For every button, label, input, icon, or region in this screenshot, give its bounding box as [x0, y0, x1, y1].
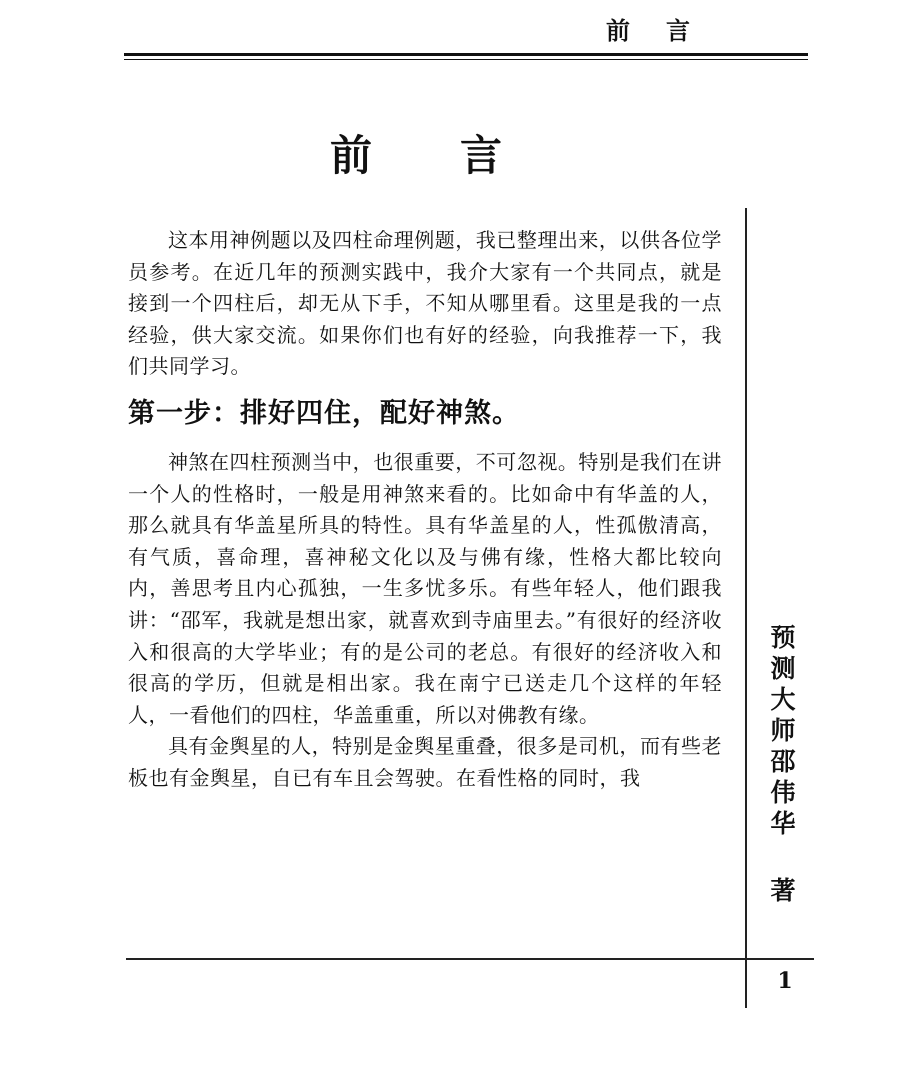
author-name: 预测大师邵伟华 [770, 623, 796, 838]
side-author [761, 622, 805, 906]
header-rule-thick [124, 53, 808, 56]
author-gap [761, 839, 805, 875]
body-text [128, 225, 722, 795]
section-heading: 第一步：排好四住，配好神煞。 [128, 397, 520, 429]
running-header: 前言 [606, 17, 726, 45]
paragraph-intro: 这本用神例题以及四柱命理例题，我已整理出来，以供各位学员参考。在近几年的预测实践中，我介大家有一个共同点，就是接到一个四柱后，却无从下手，不知从哪里看。这里是我的一点经验，供大家交流。如果你们也有好的经验，向我推荐一下，我们共同学习。 [128, 228, 722, 379]
footer-rule [126, 958, 814, 960]
author-suffix: 著 [770, 876, 796, 905]
header-rule-thin [124, 59, 808, 60]
page-number: 1 [777, 968, 793, 994]
page-title: 前言 [330, 131, 591, 180]
margin-vertical-rule [745, 208, 747, 1008]
paragraph-shensha: 神煞在四柱预测当中，也很重要，不可忽视。特别是我们在讲一个人的性格时，一般是用神煞来看的。比如命中有华盖的人，那么就具有华盖星所具的特性。具有华盖星的人，性孤傲清高，有气质，喜命理，喜神秘文化以及与佛有缘，性格大都比较向内，善思考且内心孤独，一生多忧多乐。有些年轻人，他们跟我讲：“邵军，我就是想出家，就喜欢到寺庙里去。”有很好的经济收入和很高的大学毕业；有的是公司的老总。有很好的经济收入和很高的学历，但就是相出家。我在南宁已送走几个这样的年轻人，一看他们的四柱，华盖重重，所以对佛教有缘。 [128, 449, 722, 727]
paragraph-jinyu: 具有金舆星的人，特别是金舆星重叠，很多是司机，而有些老板也有金舆星，自已有车且会驾驶。在看性格的同时，我 [128, 734, 722, 790]
